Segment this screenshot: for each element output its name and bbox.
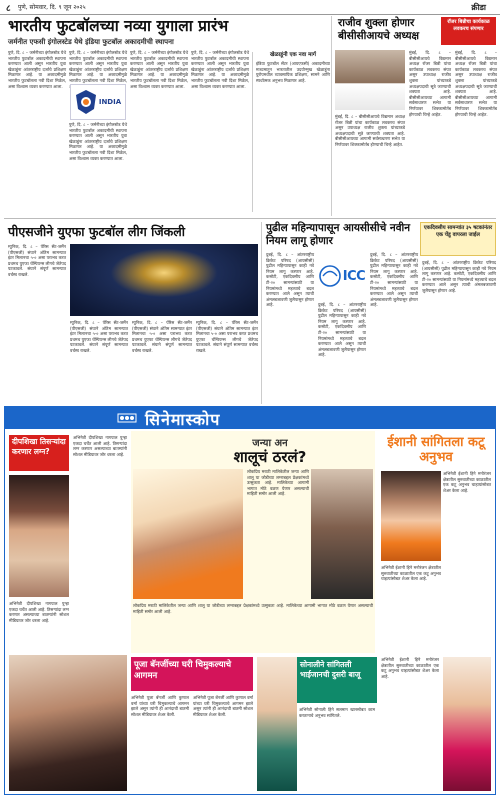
story-body-col1: लोकप्रिय मराठी मालिकेतील जन्या आणि शालू या जोडीच्या लग्नाबद्दल प्रेक्षकांमध्ये उत्सुकता आहे. मालिकेच्या आगामी भागात मोठे वळण येणार असल्याची माहिती समोर आली आहे. xyxy=(247,469,309,497)
headline-box: पूजा बॅनर्जीच्या घरी चिमुकल्याचे आगमन xyxy=(131,657,253,691)
logo-text: INDIA xyxy=(98,98,122,106)
sidebar-body: इंडिया फुटबॉल सेंटर (आयएफसी) अकादमीच्या माध्यमातून भारतातील उदयोन्मुख खेळाडूंना युरोपमधील व्यावसायिक प्रशिक्षण, सामने आणि स्पर्धात्मक अनुभव मिळणार आहे. xyxy=(256,61,330,83)
page-number: ८ xyxy=(6,4,11,14)
story-body-col4: दुबई, दि. ८ – आंतरराष्ट्रीय क्रिकेट परिषद (आयसीसी) पुढील महिन्यापासून काही नवे नियम लागू करणार आहे. कसोटी, एकदिवसीय आणि टी-२० सामन्यांसाठी या नियमांमध्ये महत्त्वाचे बदल करण्यात आले असून त्याची अंमलबजावणी जुलैपासून होणार आहे. xyxy=(422,260,496,293)
ishani-photo xyxy=(381,471,441,561)
psg-trophy-photo xyxy=(70,244,258,316)
story-body-col1: दुबई, दि. ८ – आंतरराष्ट्रीय क्रिकेट परिषद (आयसीसी) पुढील महिन्यापासून काही नवे नियम लागू करणार आहे. कसोटी, एकदिवसीय आणि टी-२० सामन्यांसाठी या नियमांमध्ये महत्त्वाचे बदल करण्यात आले असून त्याची अंमलबजावणी जुलैपासून होणार आहे. xyxy=(266,252,314,308)
story-body-col0: अभिनेत्री दीपशिखा नागपाल पुन्हा एकदा चर्चेत आली आहे. तिसऱ्यांदा लग्न करणार असल्याच्या बातम्यांनी सोशल मीडियावर जोर धरला आहे. xyxy=(9,601,69,623)
story-body-col2b: पुणे, दि. ८ – जर्मनीच्या इंगोलस्टेड येथे भारतीय फुटबॉल अकादमीची स्थापना करण्यात आली असून भारतीय युवा खेळाडूंना आंतरराष्ट्रीय दर्जाचे प्रशिक्षण मिळणार आहे. या अकादमीमुळे भारतीय फुटबॉलला नवी दिशा मिळेल, असा विश्वास व्यक्त करण्यात आला. xyxy=(69,122,127,161)
story-body-col4: म्युनिक, दि. ८ – पॅरिस सेंट-जर्मेन (पीएसजी) संघाने अंतिम सामन्यात इंटर मिलानचा ५-० असा पराभव करत प्रथमच युएफा चॅम्पियन्स लीगचे जेतेपद पटकावले. संघाने संपूर्ण सामन्यात वर्चस्व राखले. xyxy=(196,320,258,353)
story-body-col4: पुणे, दि. ८ – जर्मनीच्या इंगोलस्टेड येथे भारतीय फुटबॉल अकादमीची स्थापना करण्यात आली असून भारतीय युवा खेळाडूंना आंतरराष्ट्रीय दर्जाचे प्रशिक्षण मिळणार आहे. या अकादमीमुळे भारतीय फुटबॉलला नवी दिशा मिळेल, असा विश्वास व्यक्त करण्यात आला. xyxy=(191,50,249,89)
headline-box: सोनालीने सांगितली भाईजानची दुसरी बाजू xyxy=(297,657,377,703)
banner-title: सिनेमास्कोप xyxy=(145,410,221,429)
kicker: जन्या अन xyxy=(252,438,288,449)
deepshikha-photo xyxy=(9,475,69,597)
page-header xyxy=(0,0,500,15)
story-body-col3: मुंबई, दि. ८ – बीसीसीआयचे विद्यमान अध्यक्ष रॉजर बिन्नी यांचा कार्यकाळ लवकरच संपत असून उपाध्यक्ष राजीव शुक्ला यांच्याकडे अध्यक्षपदाची सूत्रे जाण्याची शक्यता आहे. बीसीसीआयच्या आगामी सर्वसाधारण सभेत या निर्णयावर शिक्कामोर्तब होण्याची चिन्हे आहेत. xyxy=(455,50,497,117)
aiff-logo xyxy=(70,84,126,120)
jannya-photo xyxy=(311,469,373,599)
story-body-col2: दुबई, दि. ८ – आंतरराष्ट्रीय क्रिकेट परिषद (आयसीसी) पुढील महिन्यापासून काही नवे नियम लागू करणार आहे. कसोटी, एकदिवसीय आणि टी-२० सामन्यांसाठी या नियमांमध्ये महत्त्वाचे बदल करण्यात आले असून त्याची अंमलबजावणी जुलैपासून होणार आहे. xyxy=(318,302,366,358)
section-name: क्रीडा xyxy=(471,3,486,12)
cinema-banner xyxy=(5,407,495,429)
ishani-photo-2 xyxy=(443,657,491,791)
sonali-photo xyxy=(257,657,297,791)
film-reel-icon xyxy=(117,412,137,424)
story-body-col1: अभिनेत्री ईशानी हिने मनोरंजन क्षेत्रातील सुरुवातीच्या काळातील एक कटू अनुभव चाहत्यांसोबत शेअर केला आहे. xyxy=(443,471,491,493)
story-body-col1: पुणे, दि. ८ – जर्मनीच्या इंगोलस्टेड येथे भारतीय फुटबॉल अकादमीची स्थापना करण्यात आली असून भारतीय युवा खेळाडूंना आंतरराष्ट्रीय दर्जाचे प्रशिक्षण मिळणार आहे. या अकादमीमुळे भारतीय फुटबॉलला नवी दिशा मिळेल, असा विश्वास व्यक्त करण्यात आला. xyxy=(8,50,66,89)
story-body-col2: लोकप्रिय मराठी मालिकेतील जन्या आणि शालू या जोडीच्या लग्नाबद्दल प्रेक्षकांमध्ये उत्सुकता आहे. मालिकेच्या आगामी भागात मोठे वळण येणार असल्याची माहिती समोर आली आहे. xyxy=(133,603,373,614)
icc-emblem-icon xyxy=(319,265,341,287)
highlight-box: रॉजर बिन्नीचा कार्यकाळ लवकरच संपणार xyxy=(441,17,496,45)
headline: शालूचं ठरलं? xyxy=(233,448,307,466)
headline: पुढील महिन्यापासून आयसीसीचे नवीन नियम लागू होणार xyxy=(266,222,411,247)
story-body-col2: मुंबई, दि. ८ – बीसीसीआयचे विद्यमान अध्यक्ष रॉजर बिन्नी यांचा कार्यकाळ लवकरच संपत असून उपाध्यक्ष राजीव शुक्ला यांच्याकडे अध्यक्षपदाची सूत्रे जाण्याची शक्यता आहे. बीसीसीआयच्या आगामी सर्वसाधारण सभेत या निर्णयावर शिक्कामोर्तब होण्याची चिन्हे आहेत. xyxy=(409,50,451,117)
shalu-photo xyxy=(133,469,243,599)
column-rule xyxy=(331,16,332,216)
story-body-col1: अभिनेत्री पूजा बॅनर्जी आणि कुणाल वर्मा यांच्या घरी चिमुकल्याचे आगमन झाले असून त्यांनी ही आनंदाची बातमी सोशल मीडियावर शेअर केली. xyxy=(131,695,189,717)
story-body-col2: पुणे, दि. ८ – जर्मनीच्या इंगोलस्टेड येथे भारतीय फुटबॉल अकादमीची स्थापना करण्यात आली असून भारतीय युवा खेळाडूंना आंतरराष्ट्रीय दर्जाचे प्रशिक्षण मिळणार आहे. या अकादमीमुळे भारतीय फुटबॉलला नवी दिशा मिळेल, xyxy=(69,50,127,83)
rajiv-shukla-photo xyxy=(335,50,405,110)
story-body-col2: अभिनेत्री पूजा बॅनर्जी आणि कुणाल वर्मा यांच्या घरी चिमुकल्याचे आगमन झाले असून त्यांनी ही आनंदाची बातमी सोशल मीडियावर शेअर केली. xyxy=(193,695,253,717)
headline: ईशानी सांगितला कटू अनुभव xyxy=(387,435,485,465)
headline-box: दीपशिखा तिसऱ्यांदा करणार लग्न? xyxy=(9,435,69,471)
highlight-box: एकदिवसीय सामन्यांत ३५ षटकांनंतर एक चेंडू वापरला जाईल xyxy=(420,222,496,256)
cinema-section xyxy=(4,406,496,795)
story-body-col3: दुबई, दि. ८ – आंतरराष्ट्रीय क्रिकेट परिषद (आयसीसी) पुढील महिन्यापासून काही नवे नियम लागू करणार आहे. कसोटी, एकदिवसीय आणि टी-२० सामन्यांसाठी या नियमांमध्ये महत्त्वाचे बदल करण्यात आले असून त्याची अंमलबजावणी जुलैपासून होणार आहे. xyxy=(370,252,418,308)
dateline: पुणे, सोमवार, दि. ९ जून २०२५ xyxy=(18,4,86,11)
headline: पीएसजीने युएफा फुटबॉल लीग जिंकली xyxy=(8,224,185,239)
pooja-photo xyxy=(9,655,127,791)
sidebar-title: खेळाडूंनी एक नवा मार्ग xyxy=(270,52,316,58)
story-body: अभिनेत्री सोनाली हिने सलमान खानसोबत काम करतानाचे अनुभव सांगितले. xyxy=(299,707,375,718)
story-body-col1: अभिनेत्री दीपशिखा नागपाल पुन्हा एकदा चर्चेत आली आहे. तिसऱ्यांदा लग्न करणार असल्याच्या बातम्यांनी सोशल मीडियावर जोर धरला आहे. xyxy=(73,435,127,457)
story-body-col3: पुणे, दि. ८ – जर्मनीच्या इंगोलस्टेड येथे भारतीय फुटबॉल अकादमीची स्थापना करण्यात आली असून भारतीय युवा खेळाडूंना आंतरराष्ट्रीय दर्जाचे प्रशिक्षण मिळणार आहे. या अकादमीमुळे भारतीय फुटबॉलला नवी दिशा मिळेल, असा विश्वास व्यक्त करण्यात आला. xyxy=(130,50,188,89)
story-body-col2: म्युनिक, दि. ८ – पॅरिस सेंट-जर्मेन (पीएसजी) संघाने अंतिम सामन्यात इंटर मिलानचा ५-० असा पराभव करत प्रथमच युएफा चॅम्पियन्स लीगचे जेतेपद पटकावले. संघाने संपूर्ण सामन्यात वर्चस्व राखले. xyxy=(70,320,128,353)
story-body-col1: म्युनिक, दि. ८ – पॅरिस सेंट-जर्मेन (पीएसजी) संघाने अंतिम सामन्यात इंटर मिलानचा ५-० असा पराभव करत प्रथमच युएफा चॅम्पियन्स लीगचे जेतेपद पटकावले. संघाने संपूर्ण सामन्यात वर्चस्व राखले. xyxy=(8,244,66,277)
story-body-col1: मुंबई, दि. ८ – बीसीसीआयचे विद्यमान अध्यक्ष रॉजर बिन्नी यांचा कार्यकाळ लवकरच संपत असून उपाध्यक्ष राजीव शुक्ला यांच्याकडे अध्यक्षपदाची सूत्रे जाण्याची शक्यता आहे. बीसीसीआयच्या आगामी सर्वसाधारण सभेत या निर्णयावर शिक्कामोर्तब होण्याची चिन्हे आहेत. xyxy=(335,114,405,147)
icc-logo xyxy=(318,252,366,300)
aiff-crest-icon xyxy=(75,89,97,115)
headline: भारतीय फुटबॉलच्या नव्या युगाला प्रारंभ xyxy=(8,17,229,35)
story-body-col2: अभिनेत्री ईशानी हिने मनोरंजन क्षेत्रातील सुरुवातीच्या काळातील एक कटू अनुभव चाहत्यांसोबत शेअर केला आहे. xyxy=(381,657,439,679)
sidebar xyxy=(252,52,330,212)
column-rule xyxy=(261,222,262,404)
headline: राजीव शुक्ला होणार बीसीसीआयचे अध्यक्ष xyxy=(338,17,420,42)
section-divider xyxy=(4,218,496,219)
story-body-col0: अभिनेत्री ईशानी हिने मनोरंजन क्षेत्रातील सुरुवातीच्या काळातील एक कटू अनुभव चाहत्यांसोबत शेअर केला आहे. xyxy=(381,565,441,582)
story-body-col3: म्युनिक, दि. ८ – पॅरिस सेंट-जर्मेन (पीएसजी) संघाने अंतिम सामन्यात इंटर मिलानचा ५-० असा पराभव करत प्रथमच युएफा चॅम्पियन्स लीगचे जेतेपद पटकावले. संघाने संपूर्ण सामन्यात वर्चस्व राखले. xyxy=(132,320,192,353)
subhead: जर्मनीत एफसी इंगोलस्टेड येथे इंडिया फुटबॉल अकादमीची स्थापना xyxy=(8,38,174,46)
icc-logo-text: ICC xyxy=(342,268,366,284)
